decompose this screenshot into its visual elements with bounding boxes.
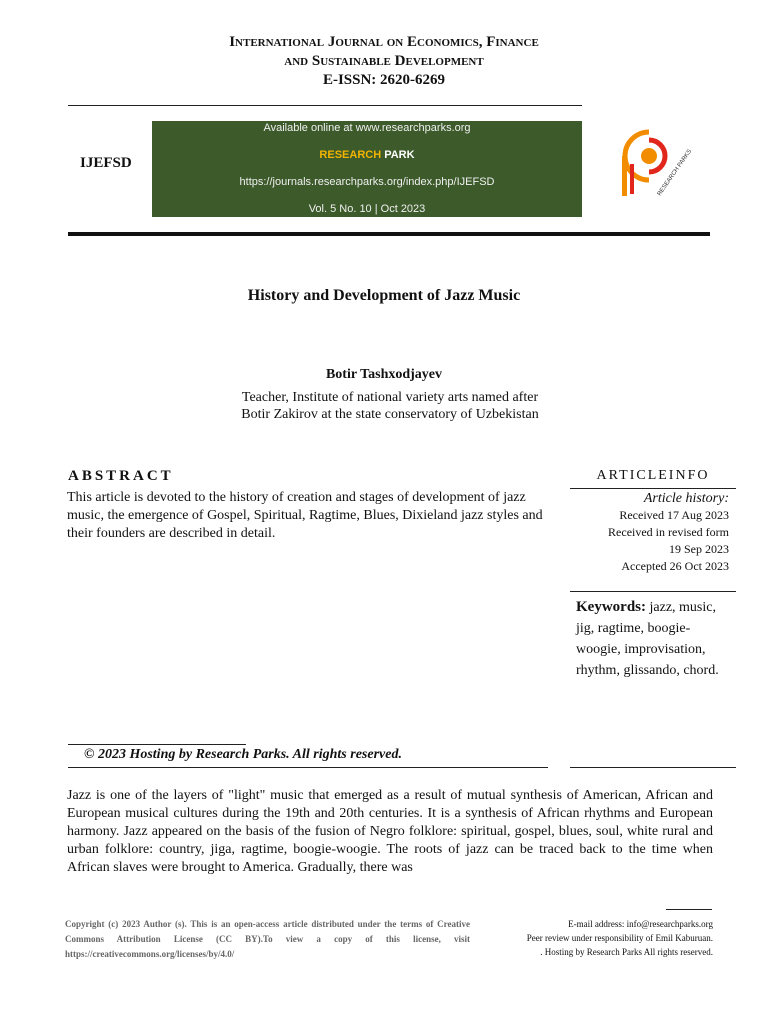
- accepted-date: Accepted 26 Oct 2023: [621, 559, 729, 573]
- article-info-heading: ARTICLEINFO: [596, 468, 710, 483]
- keywords: [576, 597, 732, 681]
- banner-brand-research: RESEARCH: [319, 149, 385, 161]
- keywords-label: Keywords:: [576, 599, 646, 615]
- revised-label: Received in revised form: [608, 525, 729, 539]
- affiliation-line1: Teacher, Institute of national variety arts named after: [241, 390, 539, 405]
- hosting-rule-top: [68, 744, 246, 745]
- article-info-rule: [570, 488, 736, 489]
- journal-issn: E-ISSN: 2620-6269: [322, 72, 446, 88]
- article-history: [570, 490, 729, 575]
- footer-hosting: . Hosting by Research Parks All rights reserved.: [540, 947, 713, 957]
- author-affiliation: [0, 389, 780, 423]
- info-rule-bottom: [570, 767, 736, 768]
- received-date: Received 17 Aug 2023: [619, 508, 729, 522]
- header-divider: [68, 105, 582, 106]
- footnote-rule: [666, 909, 712, 910]
- journal-title-line2: and Sustainable Development: [284, 53, 484, 69]
- research-parks-logo-icon: [612, 126, 694, 200]
- banner-volume: Vol. 5 No. 10 | Oct 2023: [308, 203, 426, 215]
- banner-url: https://journals.researchparks.org/index.php/IJEFSD: [239, 176, 495, 188]
- affiliation-line2: Botir Zakirov at the state conservatory of Uzbekistan: [241, 407, 539, 422]
- journal-banner: [152, 121, 582, 217]
- body-paragraph: Jazz is one of the layers of "light" music that emerged as a result of mutual synthesis of American, African and European musical cultures during the 19th and 20th centuries. It is a synthesis of African rhythms and European harmony. Jazz appeared on the basis of the fusion of Negro folklore: spiritual, gospel, blues, soul, white rural and urban folklore: country, jiga, ragtime, boogie-woogie. The roots of jazz can be traced back to the time when African slaves were brought to America. Gradually, there was: [67, 788, 713, 875]
- footer-email: E-mail address: info@researchparks.org: [568, 919, 713, 929]
- article-title: History and Development of Jazz Music: [247, 287, 521, 304]
- hosting-notice: © 2023 Hosting by Research Parks. All rights reserved.: [84, 747, 402, 762]
- header-thick-rule: [68, 232, 710, 236]
- banner-brand: [152, 149, 582, 161]
- logo-text: RESEARCH PARKS: [656, 148, 694, 198]
- article-history-label: Article history:: [643, 491, 729, 506]
- article-author: Botir Tashxodjayev: [325, 367, 443, 382]
- footer-contact: [480, 917, 713, 959]
- copyright-notice: Copyright (c) 2023 Author (s). This is an open-access article distributed under the terms of Creative Commons Attribution License (CC BY).To view a copy of this license, visit https://creativecommons.org/licenses/by/4.0/: [65, 919, 470, 959]
- abstract-text: This article is devoted to the history of creation and stages of development of jazz music, the emergence of Gospel, Spiritual, Ragtime, Blues, Dixieland jazz styles and their founders are described in detail.: [67, 490, 543, 541]
- journal-abbrev: IJEFSD: [80, 155, 132, 171]
- hosting-rule-bottom: [68, 767, 548, 768]
- footer-peer-review: Peer review under responsibility of Emil Kaburuan.: [526, 933, 713, 943]
- banner-available-online: Available online at www.researchparks.org: [263, 122, 471, 134]
- keywords-rule: [570, 591, 736, 592]
- journal-header: [0, 33, 768, 90]
- keywords-list: jazz, music, jig, ragtime, boogie-woogie, improvisation, rhythm, glissando, chord.: [576, 600, 719, 678]
- banner-brand-park: PARK: [384, 149, 415, 161]
- revised-date: 19 Sep 2023: [669, 542, 729, 556]
- journal-title-line1: International Journal on Economics, Finance: [229, 34, 539, 50]
- abstract-heading: ABSTRACT: [68, 468, 174, 484]
